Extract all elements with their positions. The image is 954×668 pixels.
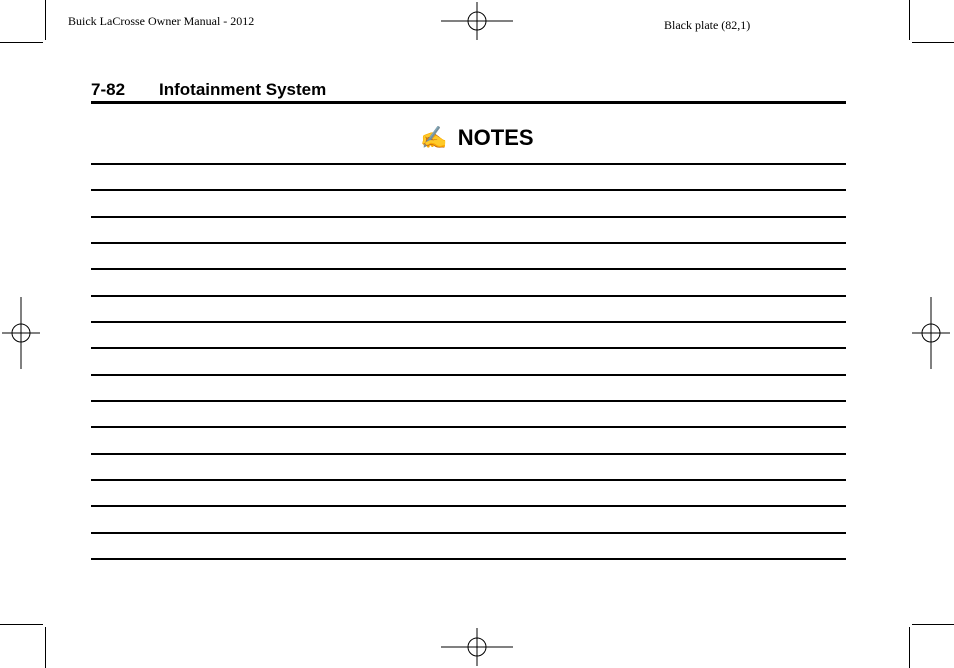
registration-mark-left <box>2 297 40 369</box>
note-line <box>91 163 846 165</box>
note-line <box>91 268 846 270</box>
crop-mark-top-right-v <box>909 0 910 40</box>
note-line <box>91 216 846 218</box>
note-line <box>91 426 846 428</box>
note-line <box>91 400 846 402</box>
crop-mark-bottom-right-v <box>909 627 910 668</box>
header-rule <box>91 101 846 104</box>
crop-mark-top-left-v <box>45 0 46 40</box>
section-title: Infotainment System <box>159 80 327 99</box>
note-line <box>91 295 846 297</box>
note-line <box>91 505 846 507</box>
notes-heading <box>0 125 954 151</box>
note-line <box>91 242 846 244</box>
crop-mark-bottom-right-h <box>912 624 954 625</box>
note-line <box>91 374 846 376</box>
note-line <box>91 189 846 191</box>
running-header <box>91 80 326 100</box>
slug-plate-info: Black plate (82,1) <box>664 18 751 32</box>
note-line <box>91 347 846 349</box>
note-line <box>91 321 846 323</box>
registration-mark-right <box>912 297 950 369</box>
note-line <box>91 532 846 534</box>
registration-mark-bottom <box>441 628 513 666</box>
slug-manual-title: Buick LaCrosse Owner Manual - 2012 <box>68 14 255 28</box>
note-line <box>91 479 846 481</box>
note-line <box>91 453 846 455</box>
crop-mark-top-left-h <box>0 42 43 43</box>
registration-mark-top <box>441 2 513 40</box>
crop-mark-top-right-h <box>912 42 954 43</box>
note-line <box>91 558 846 560</box>
crop-mark-bottom-left-h <box>0 624 43 625</box>
notes-title: NOTES <box>457 125 534 150</box>
page-number: 7-82 <box>91 80 126 99</box>
crop-mark-bottom-left-v <box>45 627 46 668</box>
writing-hand-icon: ✍ <box>420 125 448 150</box>
